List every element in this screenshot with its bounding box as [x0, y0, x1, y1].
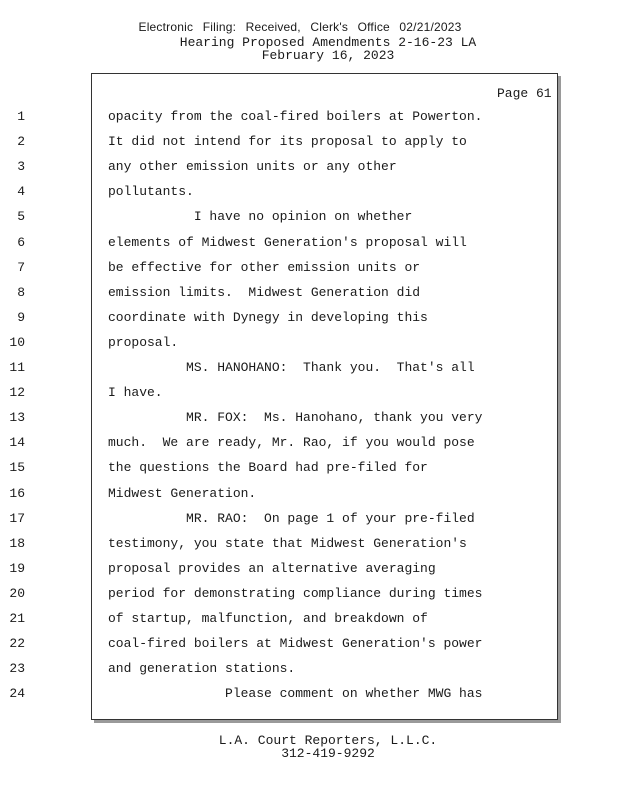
line-text: much. We are ready, Mr. Rao, if you would pose [108, 435, 475, 451]
reporter-company: L.A. Court Reporters, L.L.C. [218, 733, 438, 748]
transcript-line [0, 235, 560, 255]
transcript-line [0, 159, 560, 179]
line-text: proposal provides an alternative averaging [108, 560, 436, 576]
line-number: 18 [9, 535, 25, 551]
line-number: 12 [9, 385, 25, 401]
line-text: testimony, you state that Midwest Generation's [108, 535, 467, 551]
transcript-line [0, 310, 560, 330]
line-text: period for demonstrating compliance during times [108, 585, 483, 601]
transcript-line [0, 209, 560, 229]
line-number: 17 [9, 510, 25, 526]
line-number: 13 [9, 410, 25, 426]
line-number: 23 [9, 661, 25, 677]
line-text: pollutants. [108, 184, 194, 200]
transcript-line [0, 611, 560, 631]
line-number: 24 [9, 686, 25, 702]
line-number: 6 [17, 234, 25, 250]
line-text: coal-fired boilers at Midwest Generation's power [108, 636, 483, 652]
line-text: proposal. [108, 334, 179, 350]
transcript-line [0, 460, 560, 480]
line-text: emission limits. Midwest Generation did [108, 284, 421, 300]
line-text: coordinate with Dynegy in developing this [108, 309, 428, 325]
line-text: and generation stations. [108, 661, 296, 677]
transcript-line [0, 536, 560, 556]
line-number: 22 [9, 636, 25, 652]
line-text: elements of Midwest Generation's proposal will [108, 234, 467, 250]
line-number: 9 [17, 309, 25, 325]
line-text: MR. FOX: Ms. Hanohano, thank you very [108, 410, 483, 426]
transcript-line [0, 511, 560, 531]
transcript-line [0, 335, 560, 355]
transcript-line [0, 360, 560, 380]
line-text: I have. [108, 385, 163, 401]
line-text: MR. RAO: On page 1 of your pre-filed [108, 510, 475, 526]
transcript-line [0, 686, 560, 706]
page-number: Page 61 [497, 86, 552, 101]
line-number: 15 [9, 460, 25, 476]
line-number: 5 [17, 209, 25, 225]
line-text: opacity from the coal-fired boilers at Powerton. [108, 109, 483, 124]
transcript-line [0, 636, 560, 656]
line-text: It did not intend for its proposal to apply to [108, 134, 467, 150]
transcript-line [0, 109, 560, 129]
transcript-line [0, 260, 560, 280]
line-number: 4 [17, 184, 25, 200]
line-number: 20 [9, 585, 25, 601]
line-number: 14 [9, 435, 25, 451]
line-number: 2 [17, 134, 25, 150]
transcript-title: Hearing Proposed Amendments 2-16-23 LA [179, 35, 477, 50]
transcript-line [0, 285, 560, 305]
line-text: I have no opinion on whether [108, 209, 413, 225]
transcript-line [0, 435, 560, 455]
line-number: 16 [9, 485, 25, 501]
transcript-line [0, 661, 560, 681]
line-number: 3 [17, 159, 25, 175]
line-number: 10 [9, 334, 25, 350]
line-number: 1 [17, 109, 25, 124]
line-number: 11 [9, 360, 25, 375]
transcript-line [0, 410, 560, 430]
line-text: of startup, malfunction, and breakdown of [108, 611, 428, 626]
line-number: 19 [9, 560, 25, 576]
transcript-line [0, 486, 560, 506]
line-text: the questions the Board had pre-filed for [108, 460, 428, 476]
line-number: 8 [17, 284, 25, 300]
line-text: any other emission units or any other [108, 159, 397, 175]
line-text: MS. HANOHANO: Thank you. That's all [108, 360, 475, 375]
filing-stamp: Electronic Filing: Received, Clerk's Office 02/21/2023 [138, 20, 462, 34]
transcript-line [0, 385, 560, 405]
line-text: Please comment on whether MWG has [108, 686, 483, 702]
transcript-line [0, 586, 560, 606]
transcript-line [0, 134, 560, 154]
line-number: 21 [9, 611, 25, 626]
transcript-date: February 16, 2023 [261, 48, 395, 63]
transcript-line [0, 184, 560, 204]
reporter-phone: 312-419-9292 [281, 746, 375, 761]
line-text: be effective for other emission units or [108, 259, 421, 275]
transcript-line [0, 561, 560, 581]
line-number: 7 [17, 259, 25, 275]
line-text: Midwest Generation. [108, 485, 257, 501]
